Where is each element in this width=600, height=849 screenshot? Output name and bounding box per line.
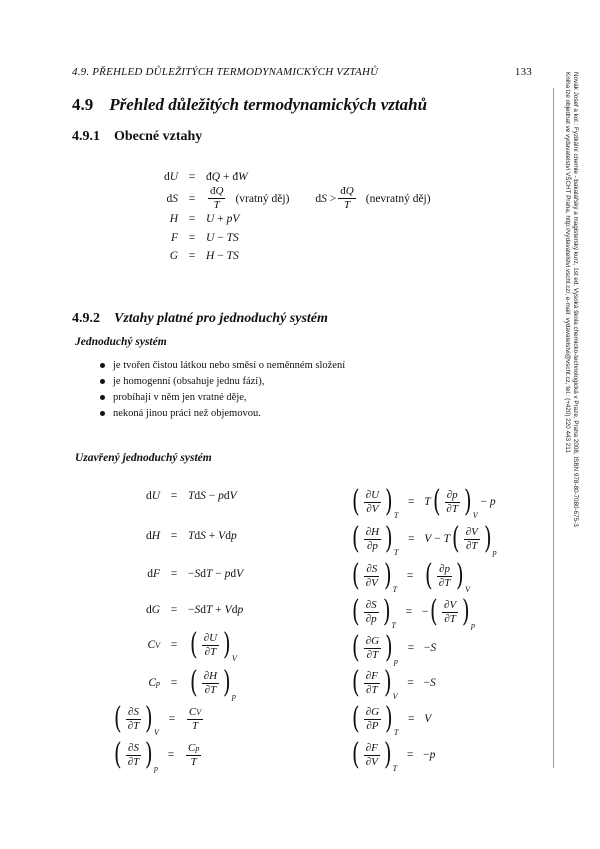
side-note-line-1: Novák Josef a kol.: Fyzikální chemie - bakalářský a magisterský kurz, 1st ed. Vysoká škola chemicko-technologická v Praze, Praha 2008, ISBN 978-80-7080-675-3 xyxy=(572,72,579,527)
section-title: Přehled důležitých termodynamických vztahů xyxy=(109,95,428,114)
list-item: probíhají v něm jen vratné děje, xyxy=(100,392,247,403)
bullet-icon xyxy=(100,411,105,416)
bullet-icon xyxy=(100,379,105,384)
list-item: je tvořen čistou látkou nebo směsí o neměnném složení xyxy=(100,360,345,371)
subsection-number-2: 4.9.2 xyxy=(72,311,100,326)
maxwell-dUdV: ( $\frac{\partial U}{\partial V}$ ) T = T ( $\frac{\partial p}{\partial T}$ ) V − p xyxy=(352,484,496,520)
subsection-number-1: 4.9.1 xyxy=(72,129,100,144)
section-number: 4.9 xyxy=(72,95,94,114)
maxwell-dSdp: ( $\frac{\partial S}{\partial p}$ ) T = − ( $\frac{\partial V}{\partial T}$ ) p xyxy=(352,594,475,630)
derivative-dGdP: ( $\frac{\partial G}{\partial P}$ ) T = V xyxy=(352,701,432,737)
derivative-dFdV: ( $\frac{\partial F}{\partial V}$ ) T = −p xyxy=(352,737,436,773)
bullet-icon xyxy=(100,363,105,368)
maxwell-dHdp: ( $\frac{\partial H}{\partial p}$ ) T = V − T ( $\frac{\partial V}{\partial T}$ ) p xyxy=(352,521,497,557)
margin-rule xyxy=(553,88,554,768)
page-number: 133 xyxy=(514,66,532,78)
subsection-title-2: Vztahy platné pro jednoduchý systém xyxy=(114,311,328,326)
list-item: je homogenní (obsahuje jednu fázi), xyxy=(100,376,264,387)
equation-Cv: CV = ( $\frac{\partial U}{\partial T}$ ) V xyxy=(147,627,237,663)
equation-F: F = U − TS xyxy=(170,232,239,244)
equation-dG-closed: dG = −SdT + Vdp xyxy=(145,604,244,616)
equation-G: G = H − TS xyxy=(169,250,239,262)
list-item: nekoná jinou práci než objemovou. xyxy=(100,408,261,419)
equation-dS: dS = $\frac{đQ}{T}$ (vratný děj) dS > $\frac{đQ}{T}$ (nevratný děj) xyxy=(166,185,431,211)
section-heading xyxy=(72,95,427,115)
equation-dU: dU = đQ + đW xyxy=(163,171,248,183)
bullet-icon xyxy=(100,395,105,400)
equation-dU-closed: dU = TdS − pdV xyxy=(145,490,237,502)
subsection-heading-1 xyxy=(72,129,202,145)
derivative-dGdT: ( $\frac{\partial G}{\partial T}$ ) p = −S xyxy=(352,630,437,666)
running-title: 4.9. PŘEHLED DŮLEŽITÝCH TERMODYNAMICKÝCH VZTAHŮ xyxy=(72,66,379,78)
equation-dF-closed: dF = −SdT − pdV xyxy=(147,568,244,580)
equation-dH-closed: dH = TdS + Vdp xyxy=(145,530,237,542)
side-note-line-2: Kniha lze objednat ve vydavatelství VŠCHT Praha, http://vydavatelstvi.vscht.cz/, e-mail: vydavatelstvi@vscht.cz, tel.: (+420) 220 443 211 xyxy=(564,72,571,453)
reversible-label: (vratný děj) xyxy=(235,192,290,205)
closed-system-heading: Uzavřený jednoduchý systém xyxy=(75,452,212,464)
equation-H: H = U + pV xyxy=(169,213,240,225)
equation-Cp: Cp = ( $\frac{\partial H}{\partial T}$ ) p xyxy=(148,665,236,701)
side-note xyxy=(564,72,579,527)
simple-system-heading: Jednoduchý systém xyxy=(75,336,167,348)
irreversible-label: (nevratný děj) xyxy=(365,192,431,205)
equation-dSdT-p: ( $\frac{\partial S}{\partial T}$ ) p = $\frac{Cp}{T}$ xyxy=(114,737,200,773)
subsection-title-1: Obecné vztahy xyxy=(114,129,203,144)
maxwell-dSdV: ( $\frac{\partial S}{\partial V}$ ) T = ( $\frac{\partial p}{\partial T}$ ) V xyxy=(352,558,470,594)
subsection-heading-2 xyxy=(72,311,328,327)
equation-dSdT-V: ( $\frac{\partial S}{\partial T}$ ) V = $\frac{CV}{T}$ xyxy=(114,701,202,737)
running-header xyxy=(72,66,532,78)
derivative-dFdT: ( $\frac{\partial F}{\partial T}$ ) V = −S xyxy=(352,665,436,701)
